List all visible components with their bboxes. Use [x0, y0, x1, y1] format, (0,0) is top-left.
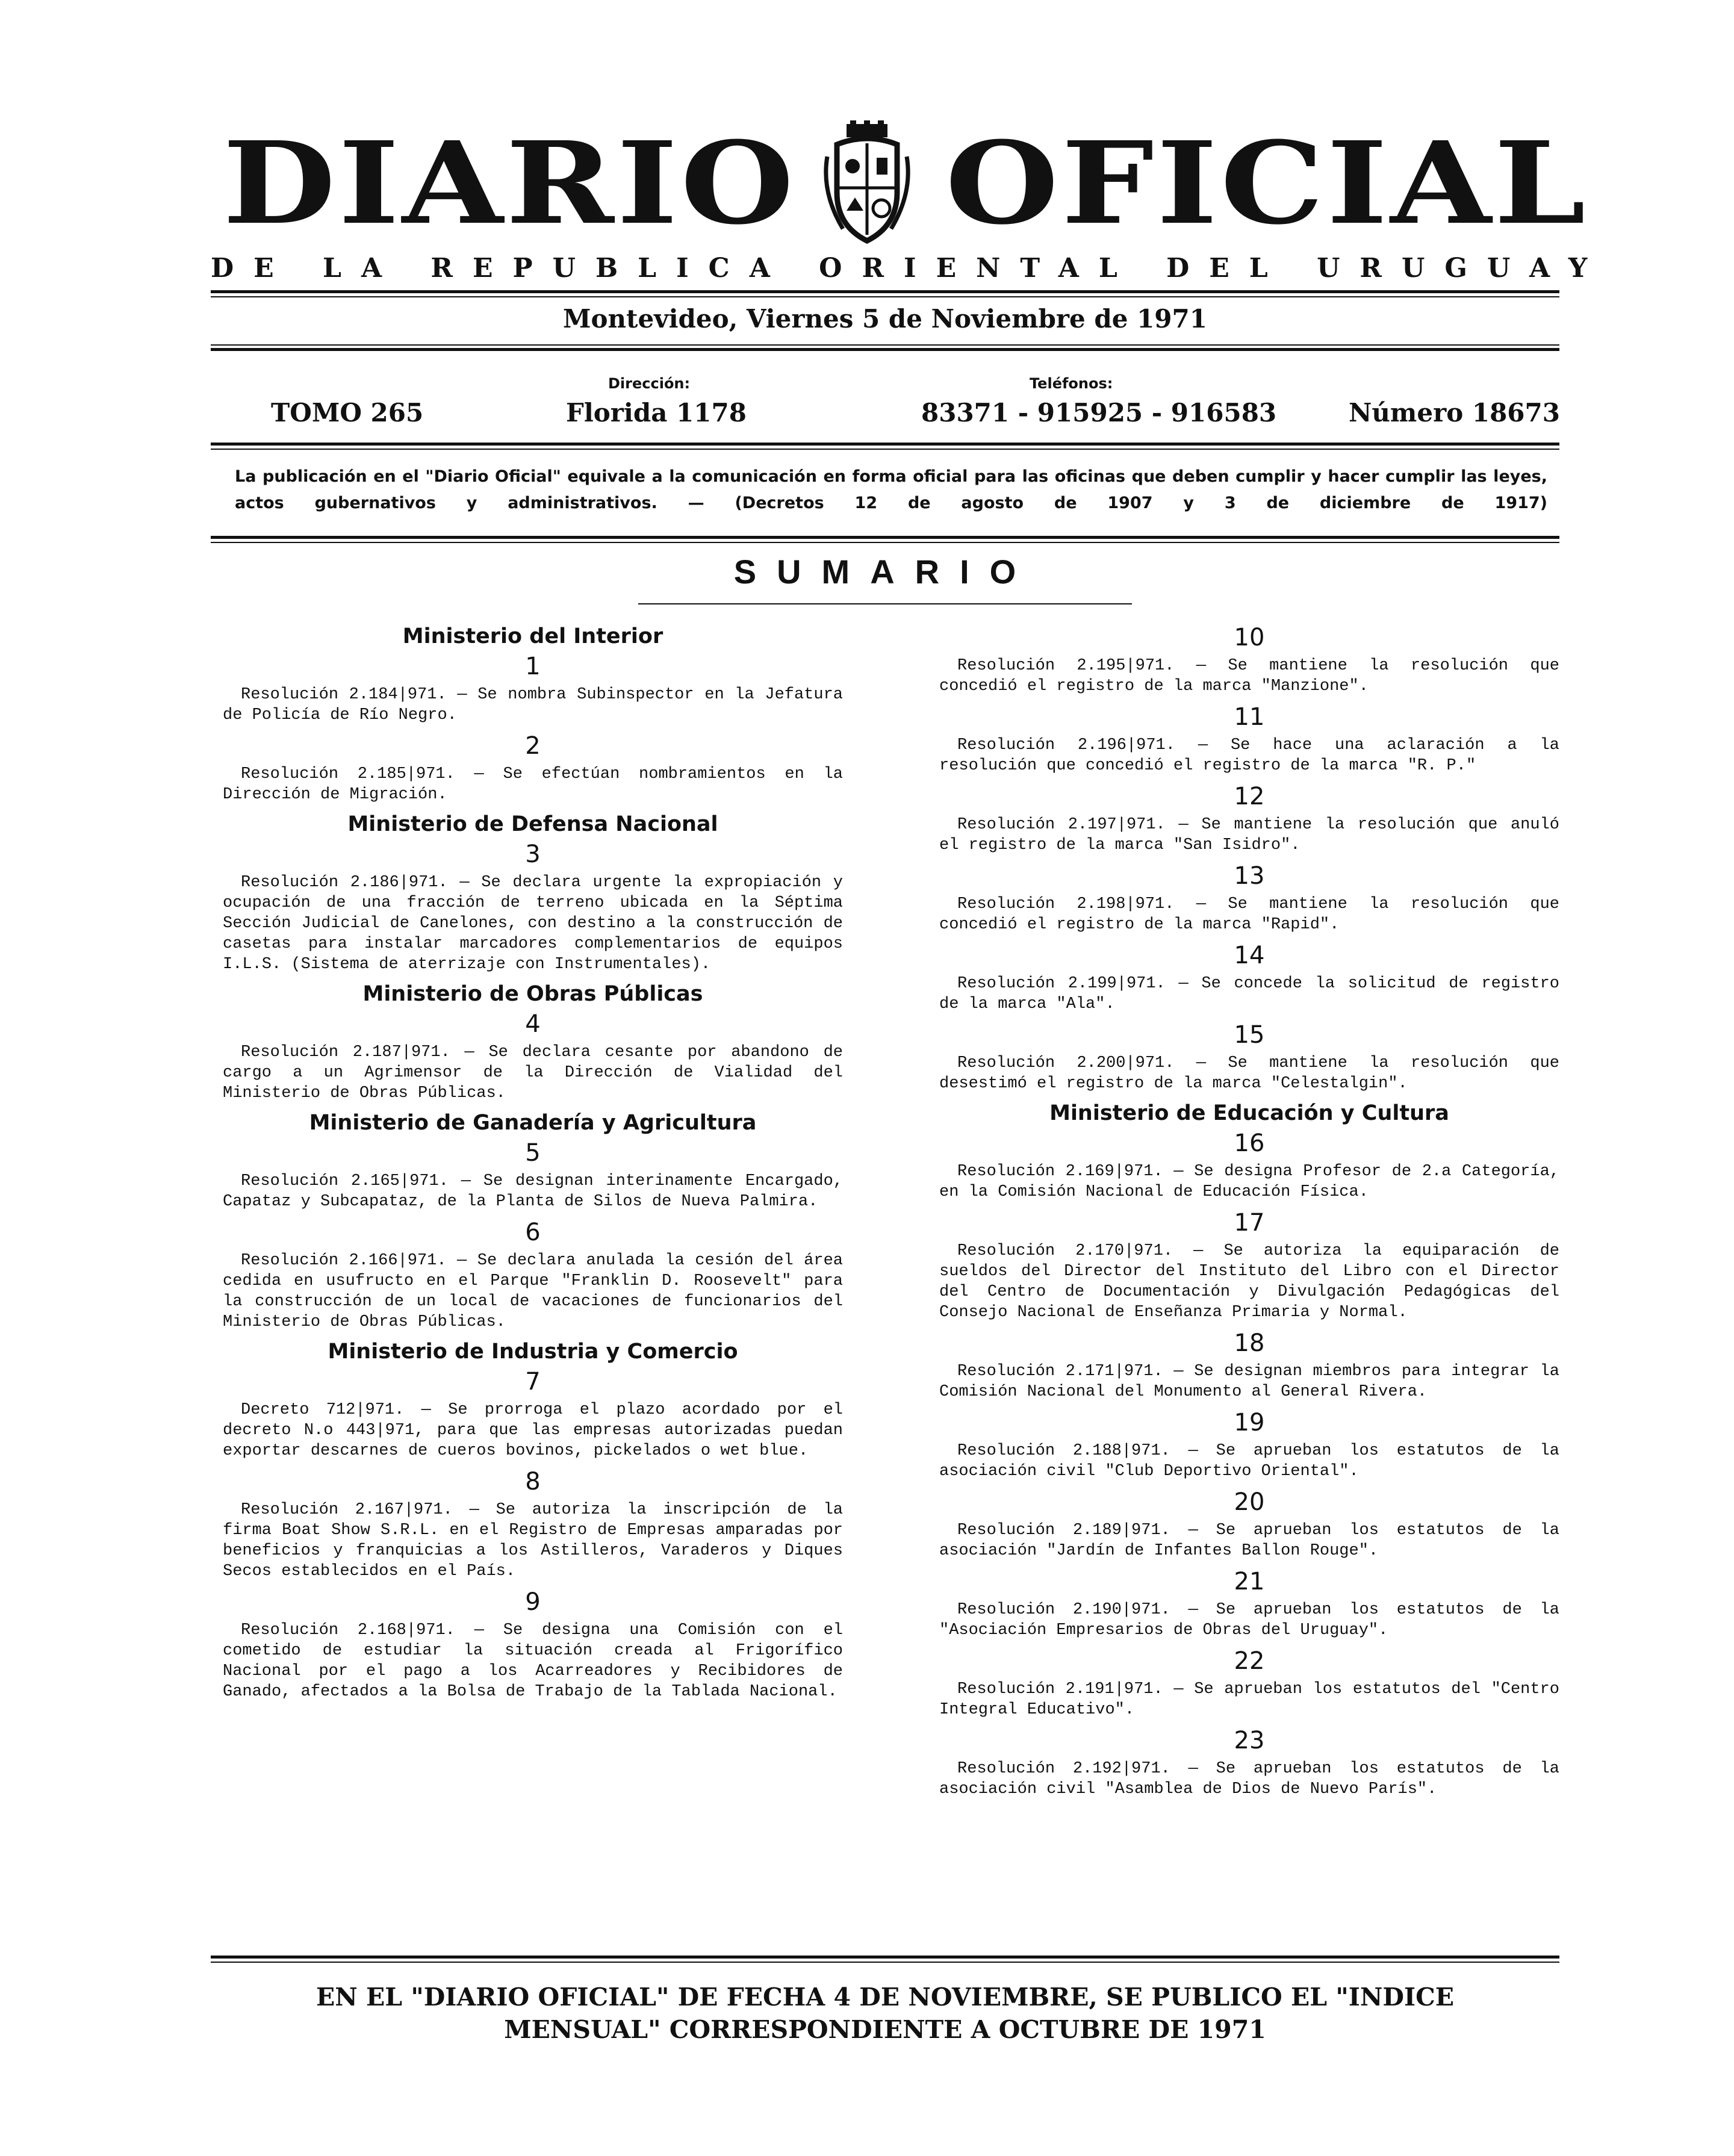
ministry-heading: Ministerio de Educación y Cultura: [1049, 1101, 1449, 1125]
item-number: 7: [525, 1368, 541, 1396]
item-number: 18: [1234, 1329, 1265, 1357]
summary-entry: Resolución 2.188|971. — Se aprueban los estatutos de la asociación civil "Club Deportivo Oriental".: [939, 1442, 1559, 1480]
item-number: 23: [1234, 1727, 1265, 1754]
telefonos-value: 83371 - 915925 - 916583: [921, 398, 1277, 427]
publication-notice: La publicación en el "Diario Oficial" equivale a la comunicación en forma oficial para las oficinas que deben cumplir y hacer cumplir las leyes, actos gubernativos y administrativos. — (Decretos 12 de agosto de 1907 y 3 de diciembre de 1917): [235, 467, 1547, 512]
coat-of-arms-icon: [819, 120, 915, 247]
summary-entry: Resolución 2.168|971. — Se designa una Comisión con el cometido de estudiar la situación creada al Frigorífico Nacional por el pago a los Acarreadores y Recibidores de Ganado, afectados a la Bolsa de Trabajo de la Tablada Nacional.: [223, 1621, 843, 1701]
summary-entry: Resolución 2.196|971. — Se hace una aclaración a la resolución que concedió el registro de la marca "R. P.": [939, 736, 1559, 775]
item-number: 11: [1234, 703, 1265, 731]
info-rule: [211, 443, 1559, 446]
notice-rule: [211, 536, 1559, 539]
ministry-heading: Ministerio de Defensa Nacional: [347, 812, 718, 836]
date-rule-thick: [211, 348, 1559, 351]
summary-entry: Resolución 2.189|971. — Se aprueban los estatutos de la asociación "Jardín de Infantes Ballon Rouge".: [939, 1521, 1559, 1560]
summary-entry: Resolución 2.167|971. — Se autoriza la inscripción de la firma Boat Show S.R.L. en el Registro de Empresas amparadas por beneficios y franquicias a los Astilleros, Varaderos y Diques Secos establecidos en el País.: [223, 1501, 843, 1580]
footer-rule-thin: [211, 1962, 1559, 1963]
ministry-heading: Ministerio del Interior: [402, 624, 663, 648]
item-number: 14: [1234, 942, 1265, 969]
sumario-underline: [638, 603, 1132, 604]
header-rule-thin: [211, 296, 1559, 297]
summary-entry: Resolución 2.187|971. — Se declara cesante por abandono de cargo a un Agrimensor de la Dirección de Vialidad del Ministerio de Obras Públicas.: [223, 1043, 843, 1102]
masthead: [211, 117, 1589, 250]
footer-line-1: EN EL "DIARIO OFICIAL" DE FECHA 4 DE NOVIEMBRE, SE PUBLICO EL "INDICE: [316, 1983, 1454, 2012]
summary-entry: Resolución 2.198|971. — Se mantiene la resolución que concedió el registro de la marca "Rapid".: [939, 895, 1559, 934]
direccion-label: Dirección:: [608, 375, 691, 392]
item-number: 5: [525, 1139, 541, 1167]
ministry-heading: Ministerio de Industria y Comercio: [328, 1340, 738, 1364]
summary-entry: Resolución 2.171|971. — Se designan miembros para integrar la Comisión Nacional del Monumento al General Rivera.: [939, 1362, 1559, 1401]
item-number: 12: [1234, 783, 1265, 810]
summary-column-left: [223, 623, 843, 1708]
header-rule: [211, 290, 1559, 293]
summary-entry: Resolución 2.169|971. — Se designa Profesor de 2.a Categoría, en la Comisión Nacional de Educación Física.: [939, 1163, 1559, 1201]
item-number: 10: [1234, 624, 1265, 651]
masthead-title-left: DIARIO: [223, 117, 797, 250]
item-number: 15: [1234, 1021, 1265, 1049]
summary-entry: Resolución 2.165|971. — Se designan interinamente Encargado, Capataz y Subcapataz, de la Planta de Silos de Nueva Palmira.: [223, 1172, 843, 1211]
summary-column-right: [939, 623, 1559, 1806]
notice-rule-thin: [211, 542, 1559, 543]
summary-entry: Resolución 2.200|971. — Se mantiene la resolución que desestimó el registro de la marca "Celestalgin".: [939, 1054, 1559, 1093]
ministry-heading: Ministerio de Ganadería y Agricultura: [309, 1111, 757, 1135]
summary-entry: Resolución 2.184|971. — Se nombra Subinspector en la Jefatura de Policía de Río Negro.: [223, 686, 843, 724]
tomo: TOMO 265: [271, 398, 424, 427]
item-number: 17: [1234, 1209, 1265, 1237]
summary-entry: Resolución 2.195|971. — Se mantiene la resolución que concedió el registro de la marca "Manzione".: [939, 657, 1559, 695]
item-number: 22: [1234, 1647, 1265, 1675]
summary-entry: Resolución 2.170|971. — Se autoriza la equiparación de sueldos del Director del Instituto del Libro con el Director del Centro de Documentación y Divulgación Pedagógicas del Consejo Nacional de Enseñanza Primaria y Normal.: [939, 1242, 1559, 1322]
item-number: 4: [525, 1010, 541, 1038]
ministry-heading: Ministerio de Obras Públicas: [362, 982, 703, 1006]
summary-entry: Resolución 2.185|971. — Se efectúan nombramientos en la Dirección de Migración.: [223, 765, 843, 804]
date-rule: [211, 344, 1559, 346]
footer-notice: [241, 1981, 1529, 2046]
summary-entry: Resolución 2.199|971. — Se concede la solicitud de registro de la marca "Ala".: [939, 975, 1559, 1013]
summary-entry: Resolución 2.197|971. — Se mantiene la resolución que anuló el registro de la marca "San Isidro".: [939, 816, 1559, 854]
info-rule-thin: [211, 449, 1559, 450]
summary-entry: Resolución 2.166|971. — Se declara anulada la cesión del área cedida en usufructo en el Parque "Franklin D. Roosevelt" para la construcción de un local de vacaciones de funcionarios del Ministerio de Obras Públicas.: [223, 1252, 843, 1331]
item-number: 8: [525, 1468, 541, 1496]
item-number: 19: [1234, 1409, 1265, 1437]
issue-date: Montevideo, Viernes 5 de Noviembre de 1971: [563, 304, 1207, 334]
issue-number: Número 18673: [1349, 398, 1560, 427]
summary-entry: Resolución 2.192|971. — Se aprueban los estatutos de la asociación civil "Asamblea de Dios de Nuevo París".: [939, 1760, 1559, 1798]
masthead-subtitle: DE LA REPUBLICA ORIENTAL DEL URUGUAY: [211, 253, 1608, 284]
item-number: 21: [1234, 1568, 1265, 1595]
summary-entry: Resolución 2.190|971. — Se aprueban los estatutos de la "Asociación Empresarios de Obras del Uruguay".: [939, 1601, 1559, 1639]
summary-entry: Resolución 2.186|971. — Se declara urgente la expropiación y ocupación de una fracción de terreno ubicada en la Séptima Sección Judicial de Canelones, con destino a la construcción de casetas para instalar marcadores complementarios de equipos I.L.S. (Sistema de aterrizaje con Instrumentales).: [223, 874, 843, 974]
item-number: 6: [525, 1219, 541, 1246]
item-number: 16: [1234, 1129, 1265, 1157]
item-number: 9: [525, 1588, 541, 1616]
item-number: 13: [1234, 862, 1265, 890]
footer-rule: [211, 1956, 1559, 1959]
summary-entry: Decreto 712|971. — Se prorroga el plazo acordado por el decreto N.o 443|971, para que las empresas autorizadas puedan exportar descarnes de cueros bovinos, pickelados o wet blue.: [223, 1401, 843, 1460]
telefonos-label: Teléfonos:: [1030, 375, 1113, 392]
item-number: 1: [525, 653, 541, 680]
footer-line-2: MENSUAL" CORRESPONDIENTE A OCTUBRE DE 1971: [504, 2015, 1266, 2044]
item-number: 2: [525, 732, 541, 760]
sumario-title: SUMARIO: [733, 553, 1037, 591]
masthead-title-right: OFICIAL: [945, 117, 1589, 250]
item-number: 3: [525, 840, 541, 868]
item-number: 20: [1234, 1488, 1265, 1516]
direccion-value: Florida 1178: [566, 398, 747, 427]
summary-entry: Resolución 2.191|971. — Se aprueban los estatutos del "Centro Integral Educativo".: [939, 1680, 1559, 1719]
